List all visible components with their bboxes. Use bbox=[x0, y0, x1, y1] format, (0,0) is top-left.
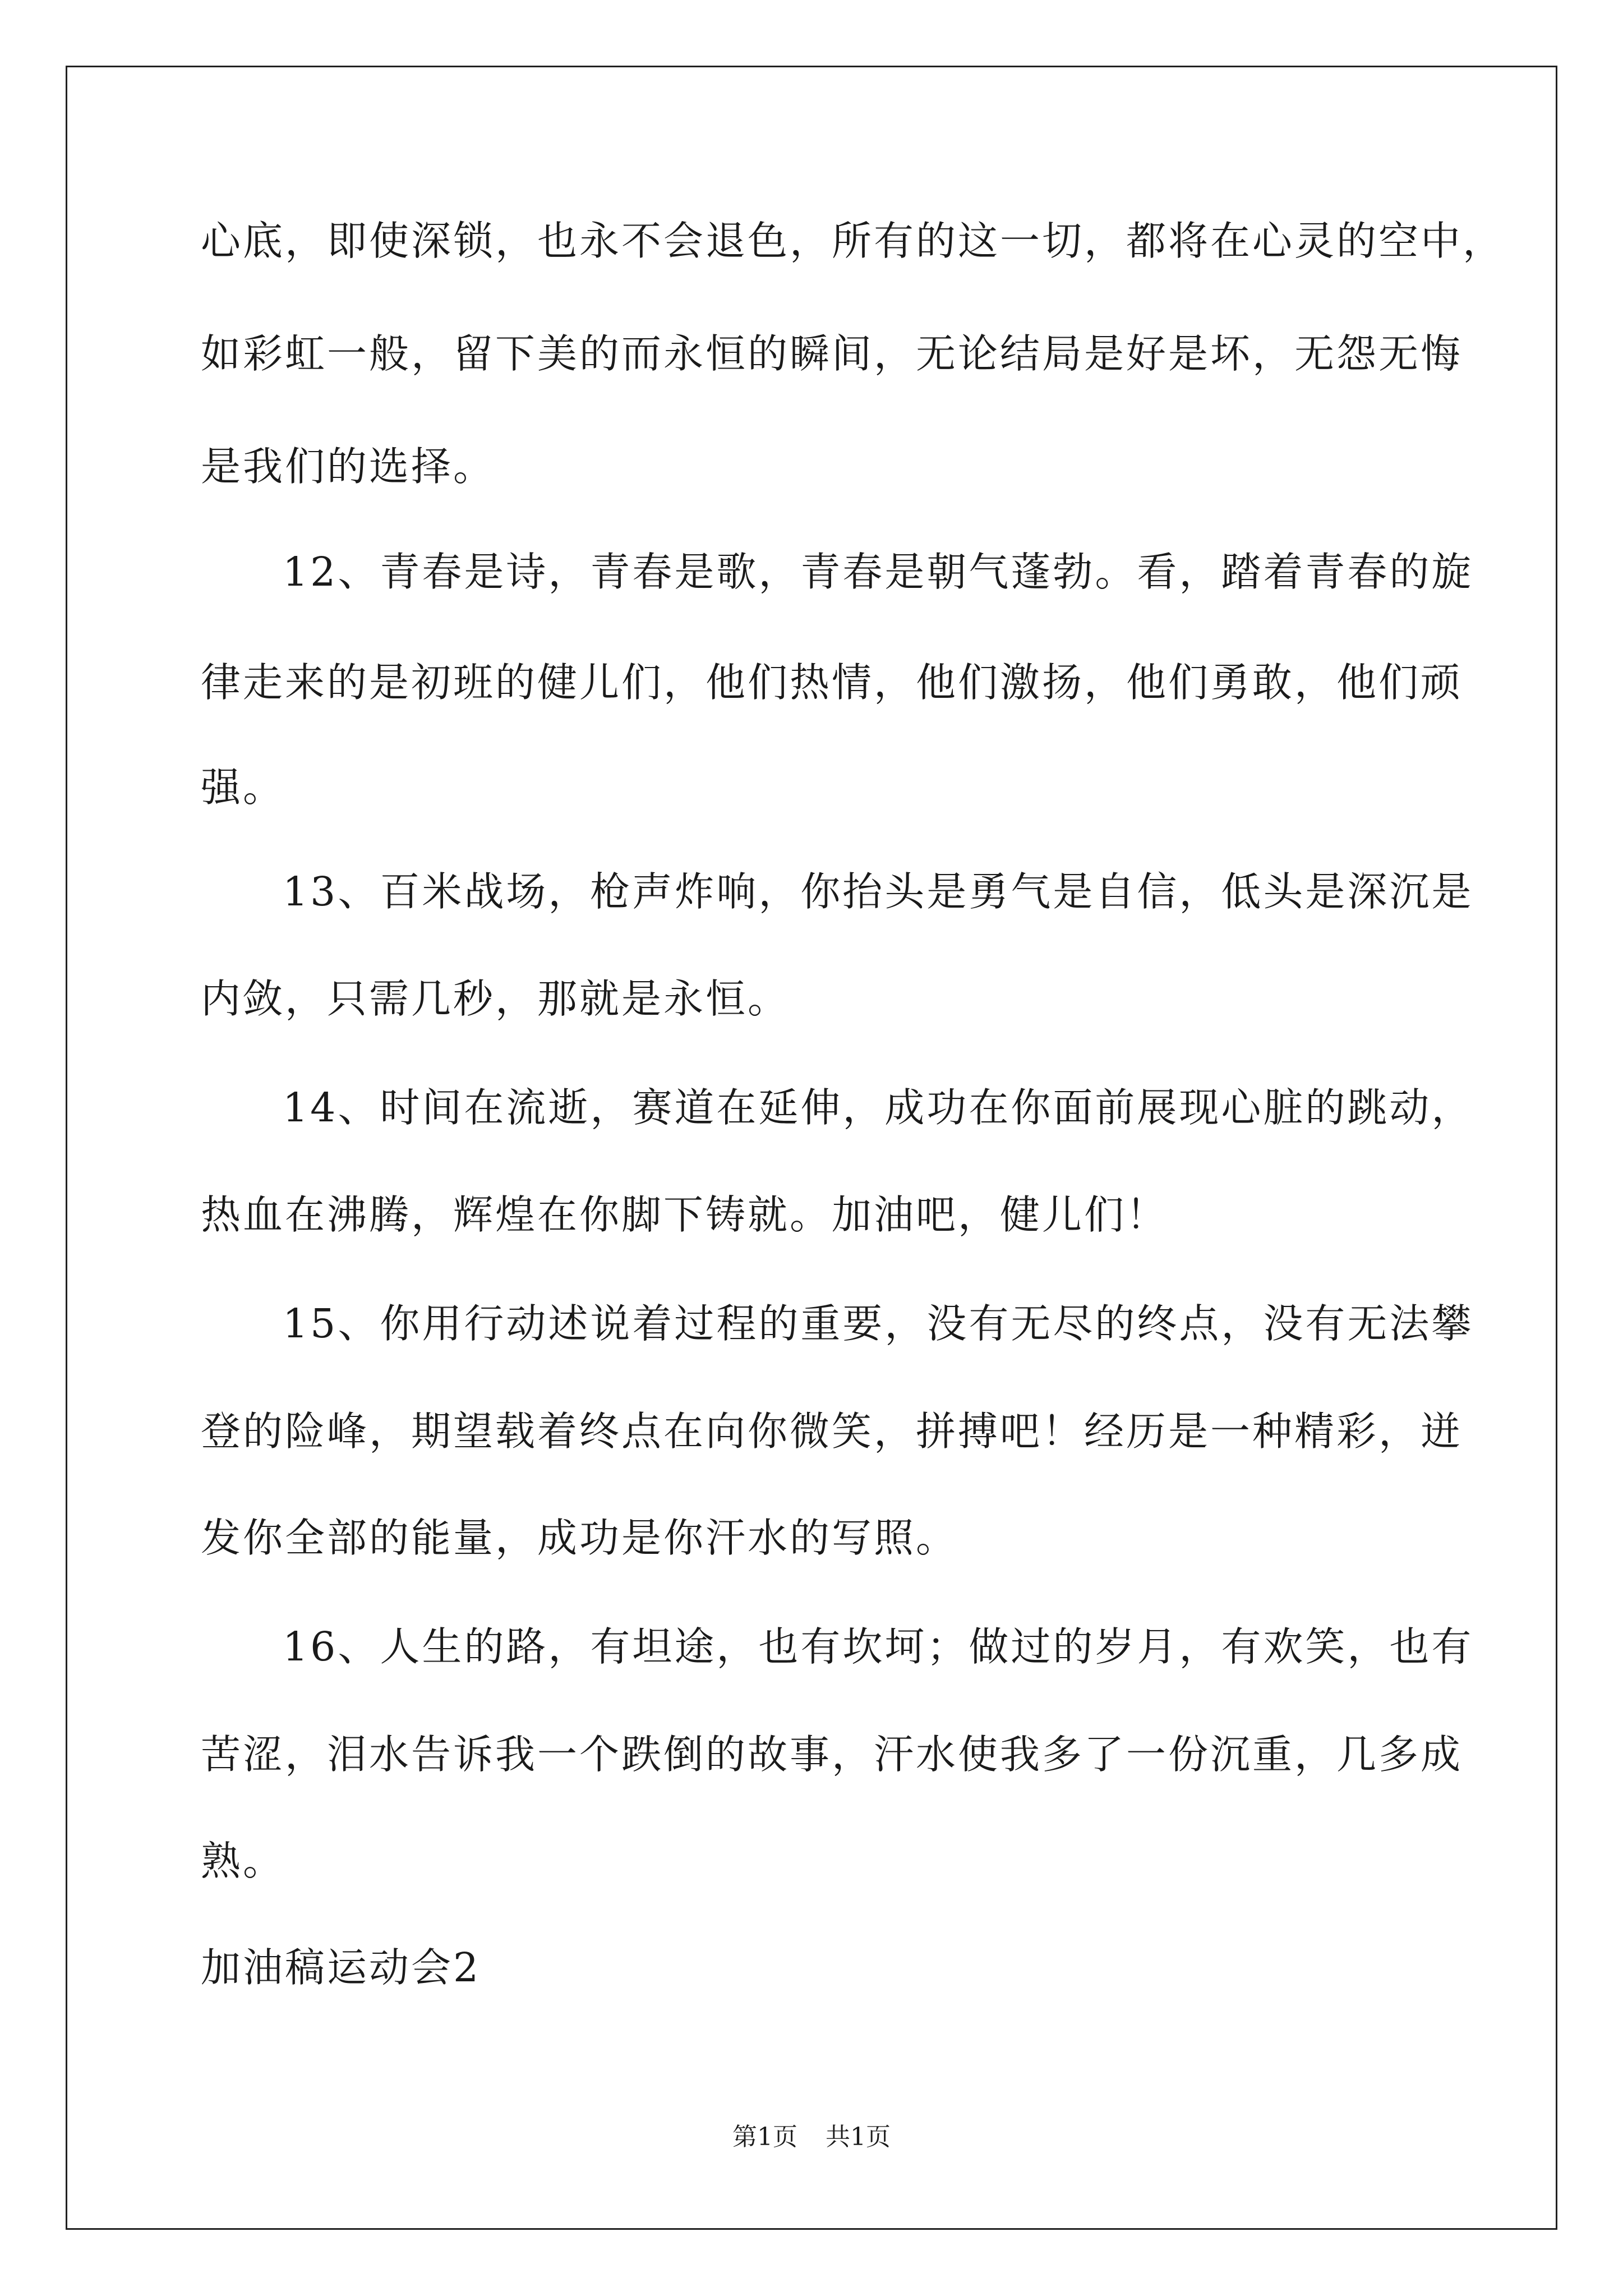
section-heading: 加油稿运动会2 bbox=[201, 1944, 481, 1991]
page-border bbox=[66, 66, 1557, 2230]
paragraph-14-start: 14、时间在流逝，赛道在延伸，成功在你面前展现心脏的跳动， bbox=[283, 1084, 1474, 1131]
text-line: 强。 bbox=[201, 764, 285, 811]
paragraph-16-start: 16、人生的路，有坦途，也有坎坷；做过的岁月，有欢笑，也有 bbox=[283, 1623, 1474, 1670]
text-line: 热血在沸腾，辉煌在你脚下铸就。加油吧，健儿们！ bbox=[201, 1191, 1169, 1238]
text-line: 发你全部的能量，成功是你汗水的写照。 bbox=[201, 1515, 958, 1561]
text-line: 登的险峰，期望载着终点在向你微笑，拼搏吧！经历是一种精彩，迸 bbox=[201, 1408, 1463, 1455]
page-number-total: 共1页 bbox=[826, 2123, 891, 2151]
text-line: 是我们的选择。 bbox=[201, 443, 496, 490]
paragraph-15-start: 15、你用行动述说着过程的重要，没有无尽的终点，没有无法攀 bbox=[283, 1300, 1474, 1347]
text-line: 律走来的是初班的健儿们，他们热情，他们激扬，他们勇敢，他们顽 bbox=[201, 659, 1463, 706]
paragraph-13-start: 13、百米战场，枪声炸响，你抬头是勇气是自信，低头是深沉是 bbox=[283, 868, 1474, 915]
text-line: 内敛，只需几秒，那就是永恒。 bbox=[201, 976, 790, 1022]
page-footer bbox=[0, 2120, 1623, 2154]
text-line: 熟。 bbox=[201, 1838, 285, 1884]
paragraph-12-start: 12、青春是诗，青春是歌，青春是朝气蓬勃。看，踏着青春的旋 bbox=[283, 549, 1474, 595]
page-number-current: 第1页 bbox=[732, 2123, 797, 2151]
text-line: 如彩虹一般，留下美的而永恒的瞬间，无论结局是好是坏，无怨无悔 bbox=[201, 330, 1463, 377]
text-line: 苦涩，泪水告诉我一个跌倒的故事，汗水使我多了一份沉重，几多成 bbox=[201, 1731, 1463, 1778]
text-line: 心底，即使深锁，也永不会退色，所有的这一切，都将在心灵的空中， bbox=[201, 218, 1505, 264]
